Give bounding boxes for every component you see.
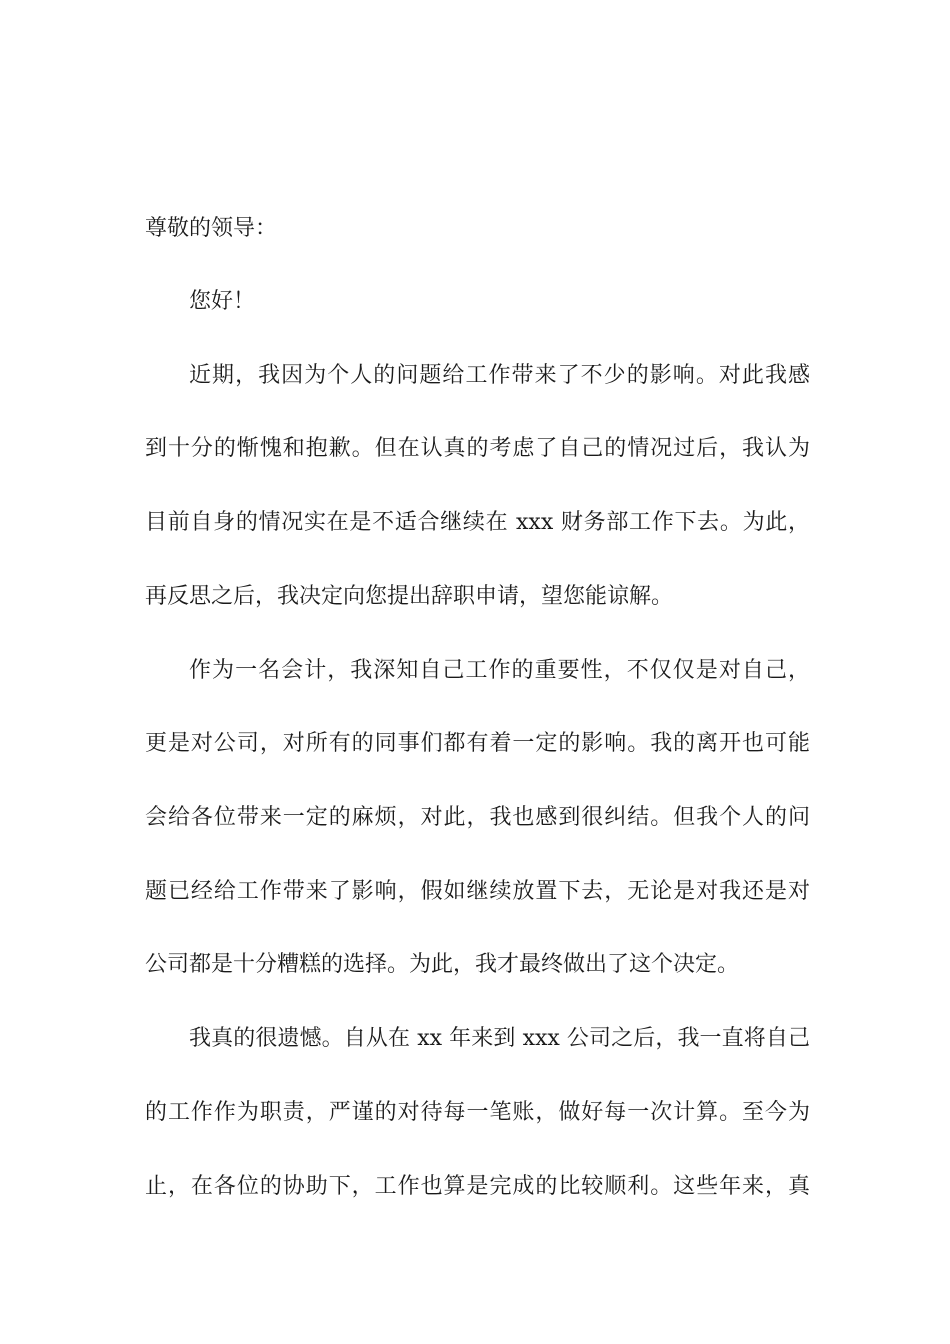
paragraph-line: 题已经给工作带来了影响，假如继续放置下去，无论是对我还是对 <box>145 879 810 904</box>
paragraph-line: 近期，我因为个人的问题给工作带来了不少的影响。对此我感 <box>189 363 810 388</box>
paragraph-line: 到十分的惭愧和抱歉。但在认真的考虑了自己的情况过后，我认为 <box>145 436 810 461</box>
paragraph-line: 再反思之后，我决定向您提出辞职申请，望您能谅解。 <box>145 584 674 609</box>
paragraph-line: 目前自身的情况实在是不适合继续在 xxx 财务部工作下去。为此， <box>145 510 810 535</box>
paragraph-line: 更是对公司，对所有的同事们都有着一定的影响。我的离开也可能 <box>145 731 810 756</box>
paragraph-line: 会给各位带来一定的麻烦，对此，我也感到很纠结。但我个人的问 <box>145 805 810 830</box>
paragraph-line: 我真的很遗憾。自从在 xx 年来到 xxx 公司之后，我一直将自己 <box>189 1026 810 1051</box>
paragraph-line: 公司都是十分糟糕的选择。为此，我才最终做出了这个决定。 <box>145 952 740 977</box>
paragraph-line: 止，在各位的协助下，工作也算是完成的比较顺利。这些年来，真 <box>145 1174 810 1199</box>
paragraph-line: 作为一名会计，我深知自己工作的重要性，不仅仅是对自己， <box>189 658 810 683</box>
greeting: 您好！ <box>189 289 256 314</box>
paragraph-line: 的工作作为职责，严谨的对待每一笔账，做好每一次计算。至今为 <box>145 1100 810 1125</box>
salutation: 尊敬的领导： <box>145 216 278 241</box>
